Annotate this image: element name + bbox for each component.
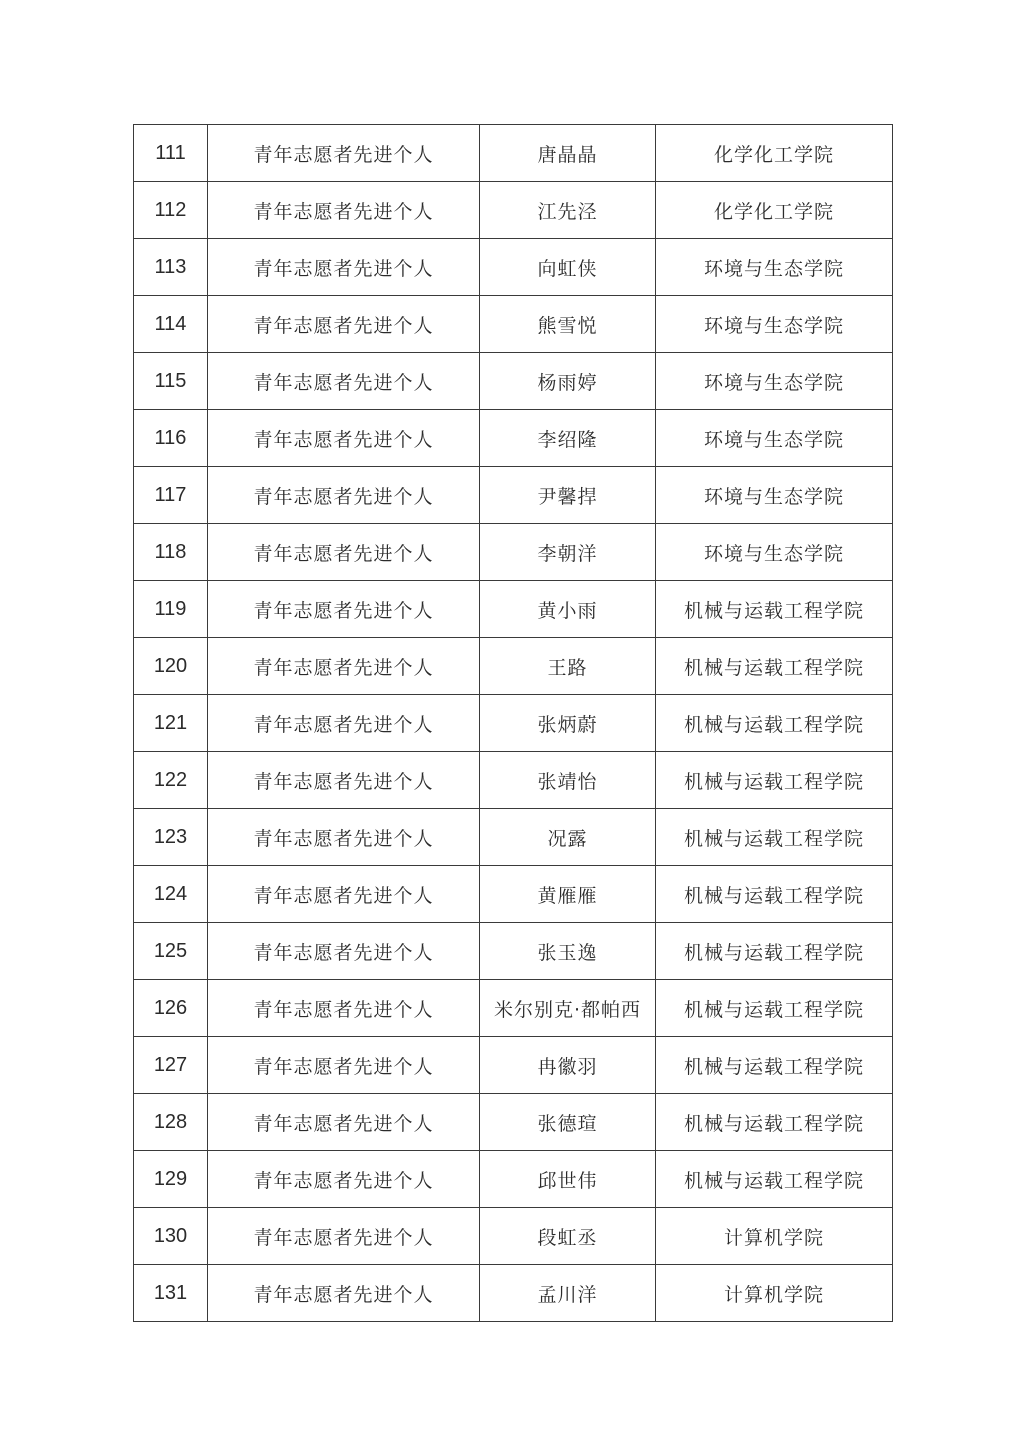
table-row xyxy=(134,467,893,524)
college-cell: 环境与生态学院 xyxy=(656,239,893,296)
award-title-cell: 青年志愿者先进个人 xyxy=(208,353,480,410)
table-row xyxy=(134,1208,893,1265)
award-roster-body xyxy=(134,125,893,1322)
row-number-cell: 120 xyxy=(134,638,208,695)
table-row xyxy=(134,809,893,866)
row-number-cell: 116 xyxy=(134,410,208,467)
person-name-cell: 孟川洋 xyxy=(480,1265,656,1322)
award-title-cell: 青年志愿者先进个人 xyxy=(208,809,480,866)
person-name-cell: 李朝洋 xyxy=(480,524,656,581)
college-cell: 机械与运载工程学院 xyxy=(656,581,893,638)
college-cell: 环境与生态学院 xyxy=(656,467,893,524)
person-name-cell: 江先泾 xyxy=(480,182,656,239)
college-cell: 机械与运载工程学院 xyxy=(656,809,893,866)
person-name-cell: 尹馨捍 xyxy=(480,467,656,524)
award-roster-table xyxy=(133,124,893,1322)
award-title-cell: 青年志愿者先进个人 xyxy=(208,410,480,467)
table-row xyxy=(134,923,893,980)
row-number-cell: 131 xyxy=(134,1265,208,1322)
table-row xyxy=(134,125,893,182)
row-number-cell: 111 xyxy=(134,125,208,182)
person-name-cell: 段虹丞 xyxy=(480,1208,656,1265)
table-row xyxy=(134,638,893,695)
award-title-cell: 青年志愿者先进个人 xyxy=(208,296,480,353)
row-number-cell: 112 xyxy=(134,182,208,239)
row-number-cell: 125 xyxy=(134,923,208,980)
row-number-cell: 113 xyxy=(134,239,208,296)
person-name-cell: 冉徽羽 xyxy=(480,1037,656,1094)
person-name-cell: 向虹侠 xyxy=(480,239,656,296)
table-row xyxy=(134,980,893,1037)
table-row xyxy=(134,866,893,923)
college-cell: 计算机学院 xyxy=(656,1265,893,1322)
row-number-cell: 123 xyxy=(134,809,208,866)
award-title-cell: 青年志愿者先进个人 xyxy=(208,125,480,182)
row-number-cell: 126 xyxy=(134,980,208,1037)
person-name-cell: 熊雪悦 xyxy=(480,296,656,353)
table-row xyxy=(134,1151,893,1208)
award-title-cell: 青年志愿者先进个人 xyxy=(208,638,480,695)
table-row xyxy=(134,1265,893,1322)
table-row xyxy=(134,752,893,809)
person-name-cell: 张靖怡 xyxy=(480,752,656,809)
row-number-cell: 115 xyxy=(134,353,208,410)
college-cell: 环境与生态学院 xyxy=(656,410,893,467)
college-cell: 环境与生态学院 xyxy=(656,353,893,410)
row-number-cell: 119 xyxy=(134,581,208,638)
award-title-cell: 青年志愿者先进个人 xyxy=(208,980,480,1037)
table-row xyxy=(134,1094,893,1151)
row-number-cell: 130 xyxy=(134,1208,208,1265)
award-title-cell: 青年志愿者先进个人 xyxy=(208,1094,480,1151)
row-number-cell: 127 xyxy=(134,1037,208,1094)
table-row xyxy=(134,239,893,296)
row-number-cell: 121 xyxy=(134,695,208,752)
person-name-cell: 米尔别克·都帕西 xyxy=(480,980,656,1037)
college-cell: 计算机学院 xyxy=(656,1208,893,1265)
row-number-cell: 118 xyxy=(134,524,208,581)
table-row xyxy=(134,524,893,581)
row-number-cell: 129 xyxy=(134,1151,208,1208)
college-cell: 化学化工学院 xyxy=(656,125,893,182)
college-cell: 机械与运载工程学院 xyxy=(656,923,893,980)
table-row xyxy=(134,410,893,467)
table-row xyxy=(134,353,893,410)
college-cell: 机械与运载工程学院 xyxy=(656,866,893,923)
row-number-cell: 114 xyxy=(134,296,208,353)
award-title-cell: 青年志愿者先进个人 xyxy=(208,752,480,809)
award-title-cell: 青年志愿者先进个人 xyxy=(208,1208,480,1265)
row-number-cell: 117 xyxy=(134,467,208,524)
college-cell: 机械与运载工程学院 xyxy=(656,1037,893,1094)
award-title-cell: 青年志愿者先进个人 xyxy=(208,695,480,752)
award-title-cell: 青年志愿者先进个人 xyxy=(208,182,480,239)
college-cell: 化学化工学院 xyxy=(656,182,893,239)
person-name-cell: 杨雨婷 xyxy=(480,353,656,410)
table-row xyxy=(134,182,893,239)
college-cell: 机械与运载工程学院 xyxy=(656,980,893,1037)
table-row xyxy=(134,581,893,638)
college-cell: 环境与生态学院 xyxy=(656,524,893,581)
award-title-cell: 青年志愿者先进个人 xyxy=(208,239,480,296)
person-name-cell: 张炳蔚 xyxy=(480,695,656,752)
person-name-cell: 黄小雨 xyxy=(480,581,656,638)
person-name-cell: 李绍隆 xyxy=(480,410,656,467)
person-name-cell: 张德瑄 xyxy=(480,1094,656,1151)
college-cell: 机械与运载工程学院 xyxy=(656,1094,893,1151)
person-name-cell: 唐晶晶 xyxy=(480,125,656,182)
award-title-cell: 青年志愿者先进个人 xyxy=(208,1037,480,1094)
award-title-cell: 青年志愿者先进个人 xyxy=(208,524,480,581)
award-title-cell: 青年志愿者先进个人 xyxy=(208,1151,480,1208)
row-number-cell: 124 xyxy=(134,866,208,923)
award-title-cell: 青年志愿者先进个人 xyxy=(208,923,480,980)
college-cell: 环境与生态学院 xyxy=(656,296,893,353)
row-number-cell: 128 xyxy=(134,1094,208,1151)
college-cell: 机械与运载工程学院 xyxy=(656,695,893,752)
person-name-cell: 张玉逸 xyxy=(480,923,656,980)
person-name-cell: 王路 xyxy=(480,638,656,695)
person-name-cell: 邱世伟 xyxy=(480,1151,656,1208)
award-title-cell: 青年志愿者先进个人 xyxy=(208,1265,480,1322)
table-row xyxy=(134,296,893,353)
college-cell: 机械与运载工程学院 xyxy=(656,1151,893,1208)
award-title-cell: 青年志愿者先进个人 xyxy=(208,467,480,524)
row-number-cell: 122 xyxy=(134,752,208,809)
award-title-cell: 青年志愿者先进个人 xyxy=(208,581,480,638)
person-name-cell: 况露 xyxy=(480,809,656,866)
award-title-cell: 青年志愿者先进个人 xyxy=(208,866,480,923)
college-cell: 机械与运载工程学院 xyxy=(656,752,893,809)
table-row xyxy=(134,1037,893,1094)
person-name-cell: 黄雁雁 xyxy=(480,866,656,923)
college-cell: 机械与运载工程学院 xyxy=(656,638,893,695)
table-row xyxy=(134,695,893,752)
